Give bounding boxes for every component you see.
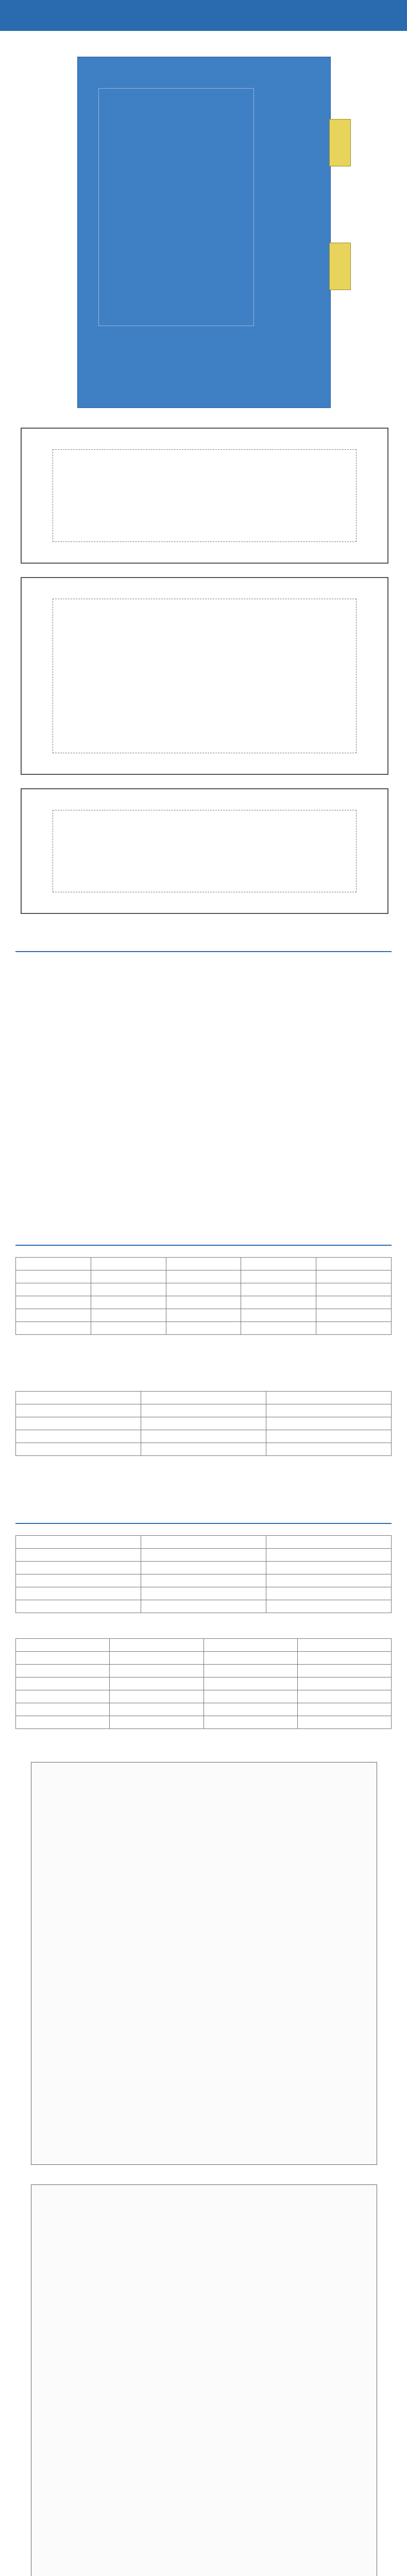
environment-spec-table xyxy=(15,1391,392,1456)
section-heading-2 xyxy=(15,1226,392,1246)
table-row xyxy=(16,1690,392,1703)
table-row xyxy=(16,1574,392,1587)
power-terminal-table xyxy=(15,1535,392,1613)
top-view-outline xyxy=(53,599,357,753)
table-row xyxy=(16,1443,392,1456)
table-row xyxy=(16,1417,392,1430)
table-row xyxy=(16,1703,392,1716)
control-signal-table xyxy=(15,1638,392,1729)
table-row xyxy=(16,1665,392,1677)
wiring-diagram xyxy=(31,1762,377,2165)
table-row xyxy=(16,1716,392,1729)
title-bar xyxy=(0,0,407,31)
table-row xyxy=(16,1587,392,1600)
table-row xyxy=(16,1430,392,1443)
section-heading-1 xyxy=(15,933,392,952)
electrical-spec-table xyxy=(15,1257,392,1335)
table-row xyxy=(16,1309,392,1322)
product-photo xyxy=(77,57,331,408)
table-row xyxy=(16,1536,392,1549)
section-heading-3 xyxy=(15,1504,392,1524)
front-view-outline xyxy=(53,810,357,892)
terminal-block-bottom xyxy=(329,243,351,290)
table-row xyxy=(16,1270,392,1283)
side-view-drawing xyxy=(21,428,388,564)
table-row xyxy=(16,1296,392,1309)
table-row xyxy=(16,1404,392,1417)
top-view-drawing xyxy=(21,577,388,775)
table-row xyxy=(16,1258,392,1270)
table-row xyxy=(16,1652,392,1665)
terminal-block-top xyxy=(329,119,351,166)
table-row xyxy=(16,1392,392,1404)
table-row xyxy=(16,1639,392,1652)
pulse-timing-diagram xyxy=(31,2184,377,2576)
table-row xyxy=(16,1322,392,1335)
table-row xyxy=(16,1283,392,1296)
table-row xyxy=(16,1562,392,1574)
table-row xyxy=(16,1600,392,1613)
table-row xyxy=(16,1677,392,1690)
front-view-drawing xyxy=(21,788,388,914)
product-label-panel xyxy=(98,88,254,326)
intro-text-block xyxy=(15,958,392,1206)
side-view-outline xyxy=(53,449,357,542)
table-row xyxy=(16,1549,392,1562)
